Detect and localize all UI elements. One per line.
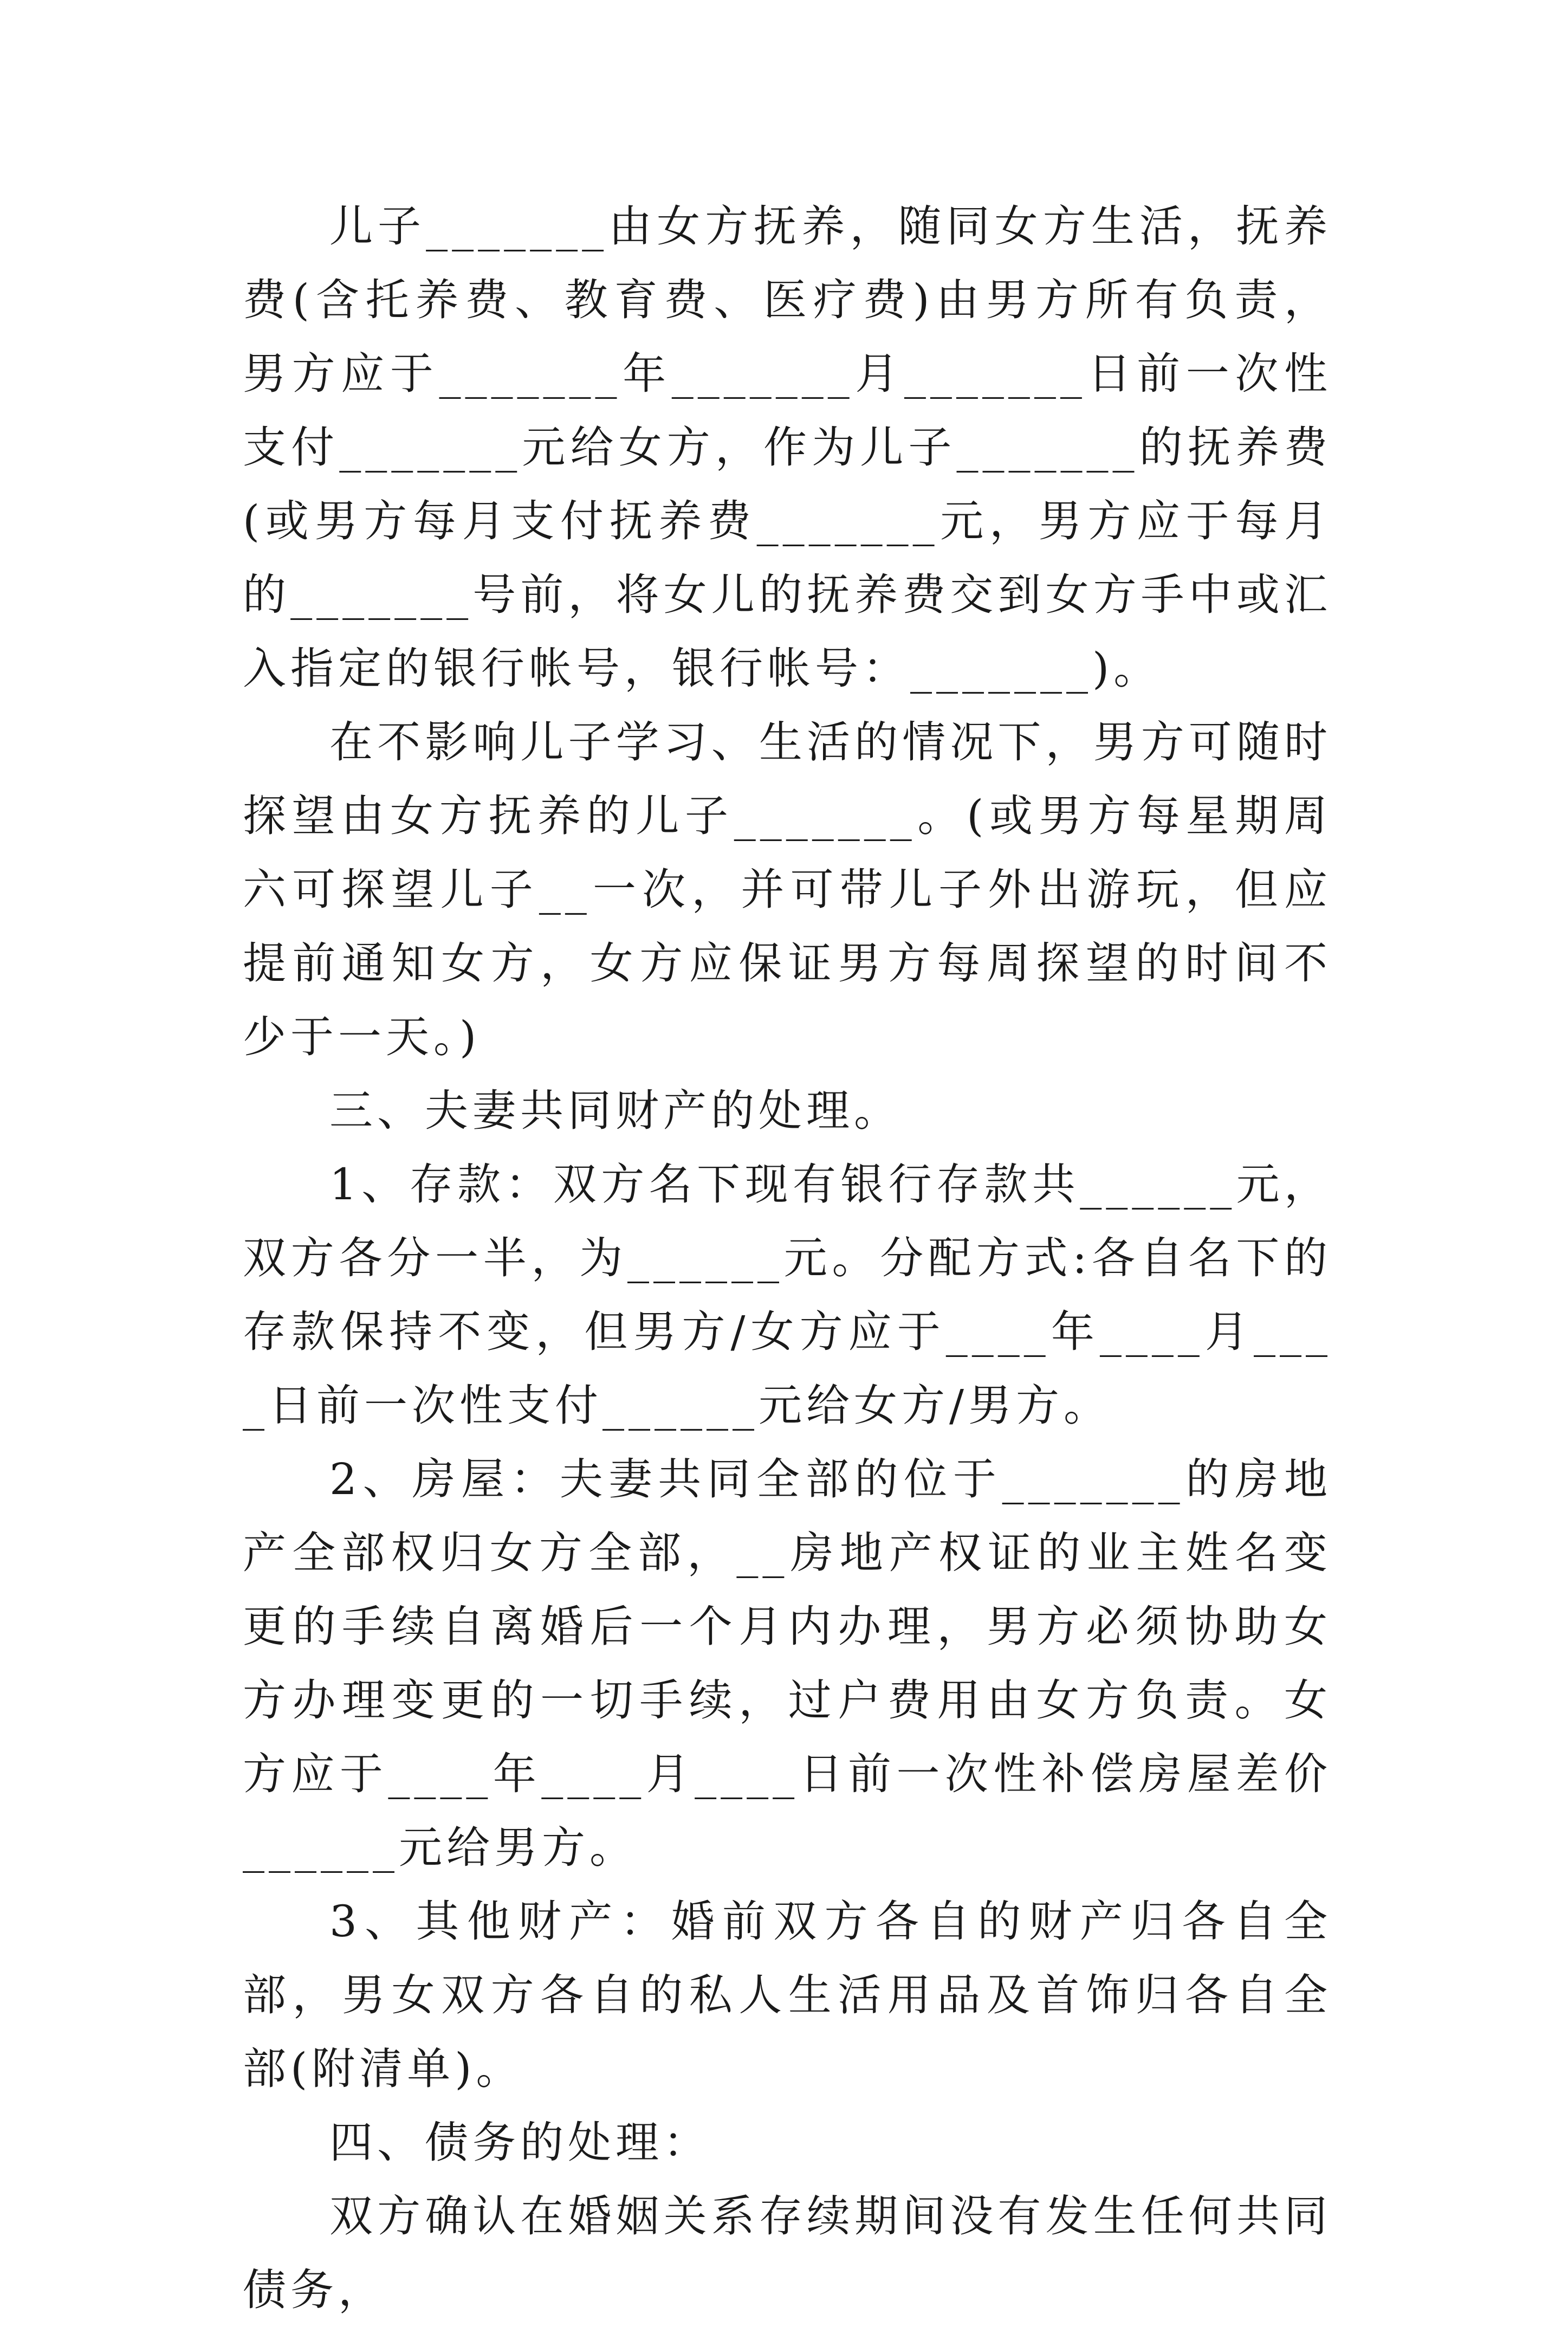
paragraph-deposits: 1、存款：双方名下现有银行存款共______元，双方各分一半，为______元。分配方式:各自名下的存款保持不变，但男方/女方应于____年____月____日前一次性支付______元给女方/男方。 [243,1159,1332,1431]
document-body [243,190,1332,2327]
paragraph-other-property: 3、其他财产：婚前双方各自的财产归各自全部，男女双方各自的私人生活用品及首饰归各自全部(附清单)。 [243,1896,1332,2094]
paragraph-house: 2、房屋：夫妻共同全部的位于_______的房地产全部权归女方全部，__房地产权证的业主姓名变更的手续自离婚后一个月内办理，男方必须协助女方办理变更的一切手续，过户费用由女方负责。女方应于____年____月____日前一次性补偿房屋差价______元给男方。 [243,1454,1332,1873]
paragraph-child-support: 儿子_______由女方抚养，随同女方生活，抚养费(含托养费、教育费、医疗费)由男方所有负责，男方应于_______年_______月_______日前一次性支付_______元给女方，作为儿子_______的抚养费(或男方每月支付抚养费_______元，男方应于每月的_______号前，将女儿的抚养费交到女方手中或汇入指定的银行帐号，银行帐号：_______)。 [243,201,1332,694]
heading-joint-property: 三、夫妻共同财产的处理。 [329,1085,902,1136]
paragraph-visitation: 在不影响儿子学习、生活的情况下，男方可随时探望由女方抚养的儿子_______。(或男方每星期周六可探望儿子__一次，并可带儿子外出游玩，但应提前通知女方，女方应保证男方每周探望的时间不少于一天。) [243,717,1332,1062]
paragraph-debts: 双方确认在婚姻关系存续期间没有发生任何共同债务， [243,2191,1332,2315]
heading-debts: 四、债务的处理： [329,2117,711,2168]
